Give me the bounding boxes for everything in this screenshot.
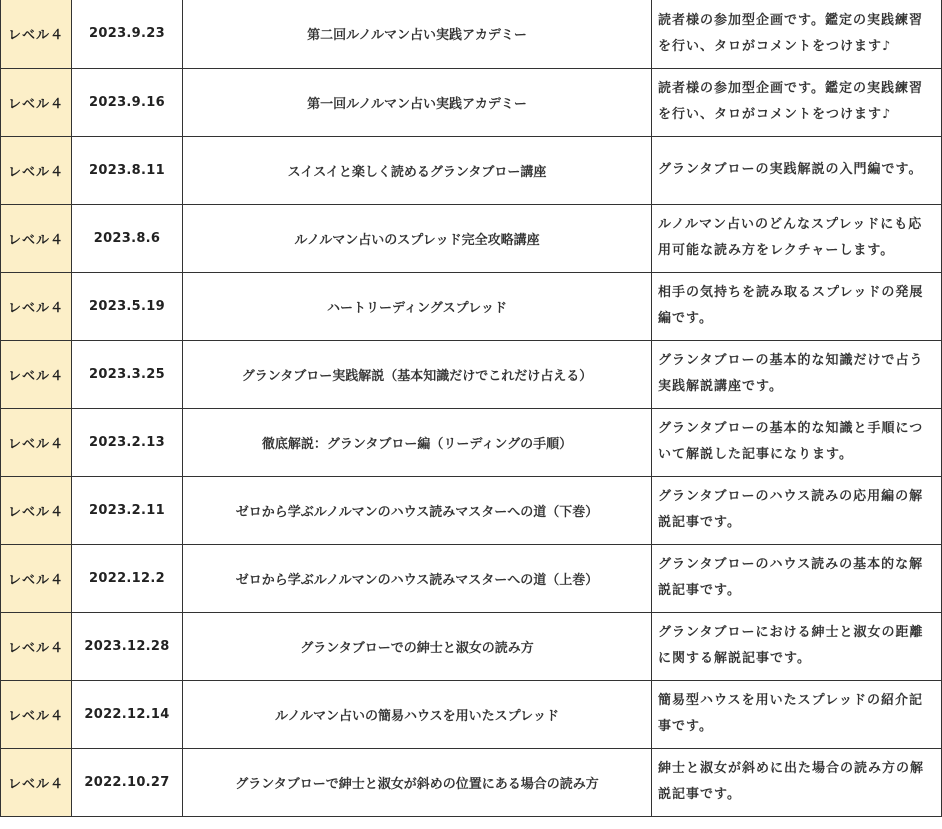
- title-cell[interactable]: グランタブローで紳士と淑女が斜めの位置にある場合の読み方: [183, 748, 652, 816]
- level-cell: レベル４: [1, 612, 72, 680]
- date-cell: 2023.9.16: [72, 68, 183, 136]
- description-cell: 紳士と淑女が斜めに出た場合の読み方の解説記事です。: [652, 748, 942, 816]
- description-cell: グランタブローの実践解説の入門編です。: [652, 136, 942, 204]
- description-cell: グランタブローのハウス読みの応用編の解説記事です。: [652, 476, 942, 544]
- title-cell[interactable]: グランタブロー実践解説（基本知識だけでこれだけ占える）: [183, 340, 652, 408]
- level-cell: レベル４: [1, 476, 72, 544]
- description-cell: 読者様の参加型企画です。鑑定の実践練習を行い、タロがコメントをつけます♪: [652, 68, 942, 136]
- description-cell: グランタブローの基本的な知識と手順について解説した記事になります。: [652, 408, 942, 476]
- date-cell: 2023.2.11: [72, 476, 183, 544]
- table-row: [1, 408, 942, 476]
- table-row: [1, 680, 942, 748]
- title-cell[interactable]: 第二回ルノルマン占い実践アカデミー: [183, 0, 652, 68]
- table-row: [1, 340, 942, 408]
- title-cell[interactable]: 徹底解説：グランタブロー編（リーディングの手順）: [183, 408, 652, 476]
- table-row: [1, 68, 942, 136]
- description-cell: 相手の気持ちを読み取るスプレッドの発展編です。: [652, 272, 942, 340]
- table-row: [1, 0, 942, 68]
- date-cell: 2023.8.6: [72, 204, 183, 272]
- table-row: [1, 544, 942, 612]
- date-cell: 2023.5.19: [72, 272, 183, 340]
- date-cell: 2023.12.28: [72, 612, 183, 680]
- table-row: [1, 272, 942, 340]
- table-row: [1, 204, 942, 272]
- level-cell: レベル４: [1, 136, 72, 204]
- level-cell: レベル４: [1, 544, 72, 612]
- description-cell: ルノルマン占いのどんなスプレッドにも応用可能な読み方をレクチャーします。: [652, 204, 942, 272]
- description-cell: グランタブローのハウス読みの基本的な解説記事です。: [652, 544, 942, 612]
- date-cell: 2023.2.13: [72, 408, 183, 476]
- date-cell: 2022.12.2: [72, 544, 183, 612]
- table-row: [1, 748, 942, 816]
- title-cell[interactable]: ゼロから学ぶルノルマンのハウス読みマスターへの道（下巻）: [183, 476, 652, 544]
- title-cell[interactable]: スイスイと楽しく読めるグランタブロー講座: [183, 136, 652, 204]
- description-cell: 簡易型ハウスを用いたスプレッドの紹介記事です。: [652, 680, 942, 748]
- description-cell: グランタブローにおける紳士と淑女の距離に関する解説記事です。: [652, 612, 942, 680]
- level-cell: レベル４: [1, 748, 72, 816]
- table-row: [1, 136, 942, 204]
- level-cell: レベル４: [1, 0, 72, 68]
- title-cell[interactable]: ゼロから学ぶルノルマンのハウス読みマスターへの道（上巻）: [183, 544, 652, 612]
- title-cell[interactable]: 第一回ルノルマン占い実践アカデミー: [183, 68, 652, 136]
- title-cell[interactable]: ルノルマン占いのスプレッド完全攻略講座: [183, 204, 652, 272]
- title-cell[interactable]: ハートリーディングスプレッド: [183, 272, 652, 340]
- date-cell: 2023.8.11: [72, 136, 183, 204]
- title-cell[interactable]: グランタブローでの紳士と淑女の読み方: [183, 612, 652, 680]
- date-cell: 2023.9.23: [72, 0, 183, 68]
- level-cell: レベル４: [1, 340, 72, 408]
- date-cell: 2022.12.14: [72, 680, 183, 748]
- level-cell: レベル４: [1, 68, 72, 136]
- table-row: [1, 476, 942, 544]
- level-cell: レベル４: [1, 408, 72, 476]
- date-cell: 2023.3.25: [72, 340, 183, 408]
- level-cell: レベル４: [1, 680, 72, 748]
- date-cell: 2022.10.27: [72, 748, 183, 816]
- level-cell: レベル４: [1, 272, 72, 340]
- description-cell: グランタブローの基本的な知識だけで占う実践解説講座です。: [652, 340, 942, 408]
- level-cell: レベル４: [1, 204, 72, 272]
- table-row: [1, 612, 942, 680]
- title-cell[interactable]: ルノルマン占いの簡易ハウスを用いたスプレッド: [183, 680, 652, 748]
- article-table-body: [1, 0, 942, 816]
- description-cell: 読者様の参加型企画です。鑑定の実践練習を行い、タロがコメントをつけます♪: [652, 0, 942, 68]
